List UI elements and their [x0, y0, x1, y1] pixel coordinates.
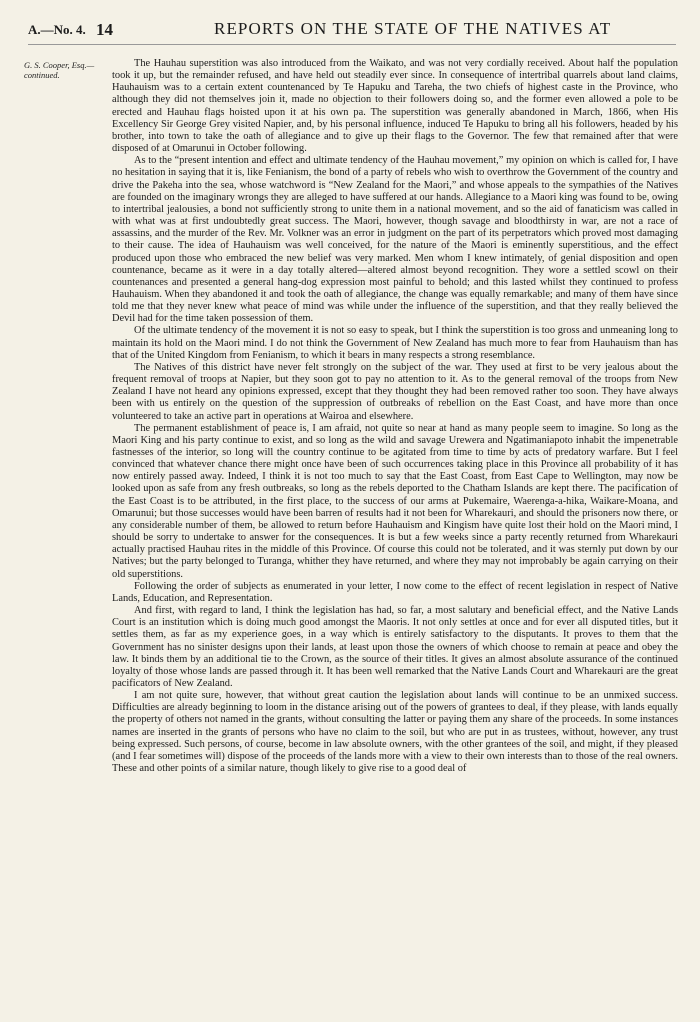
- document-reference: A.—No. 4.: [28, 22, 86, 37]
- paragraph: And first, with regard to land, I think the legislation has had, so far, a most salutary and beneficial effect, and the Native Lands Court is an institution which is doing much good amongst the Maoris. It not only settles at once and for ever all disputed titles, but it settles them, as far as my experience goes, in a way which is entirely satisfactory to the disputants. It proves to them that the Government has no sinister designs upon their lands, at least upon those the owners of which choose to remain at peace and obey the law. It binds them by an additional tie to the Crown, as the source of their titles. It gives an almost absolute assurance of the continued loyalty of those whose lands are passed through it. It has been well remarked that the Native Lands Court and Wharekauri are the great pacificators of New Zealand.: [112, 605, 678, 689]
- page-header: [28, 19, 676, 45]
- paragraph: The permanent establishment of peace is, I am afraid, not quite so near at hand as many people seem to imagine. So long as the Maori King and his party continue to exist, and so long as the wild and savage Urewera and Ngatimaniapoto inhabit the impenetrable fastnesses of the interior, so long will the country continue to be agitated from time to time by acts of predatory warfare. But I feel convinced that whatever chance there might once have been of such occurrences taking place in this Province all probability of it has now entirely passed away. Indeed, I think it is not too much to say that the East Coast, from East Cape to Wellington, may now be looked upon as safe from any fresh outbreaks, so long as the rebels deported to the Chatham Islands are kept there. The pacification of the East Coast is to be attributed, in the first place, to the success of our arms at Pukemaire, Waerenga-a-hika, Waikare-Moana, and Omarunui; but those successes would have been barren of results had it not been for Wharekauri, and should the prisoners now there, or any considerable number of them, be allowed to return before Hauhauism and Kingism have quite lost their hold on the Maori mind, I should be sorry to undertake to answer for the consequences. It is but a few weeks since a party recently returned from Wharekauri actually practised Hauhau rites in the middle of this Province. Of course this could not be tolerated, and it was sternly put down by our Natives; but the party belonged to Turanga, whither they have returned, and where they may not improbably be again carrying on their old superstitions.: [112, 422, 678, 580]
- paragraph: Following the order of subjects as enumerated in your letter, I now come to the effect of recent legislation in respect of Native Lands, Education, and Representation.: [112, 580, 678, 604]
- paragraph: The Hauhau superstition was also introduced from the Waikato, and was not very cordially received. About half the population took it up, but the remainder refused, and have held out steadily ever since. In consequence of intertribal quarrels about land claims, Hauhauism was to a certain extent countenanced by Te Hapuku and Tareha, the two chiefs of highest caste in the Province, who although they did not themselves join it, made no objection to their followers doing so, and the former even allowed a pole to be erected and Hauhau flags hoisted upon it at his own pa. The superstition was generally abandoned in March, 1866, when His Excellency Sir George Grey visited Napier, and, by his personal influence, induced Te Hapuku to bring all his followers, headed by his brother, into town to take the oath of allegiance and to give up their flags to the Governor. The few that remained after that were disposed of at Omarunui in October following.: [112, 58, 678, 155]
- running-title: REPORTS ON THE STATE OF THE NATIVES AT: [214, 19, 612, 38]
- paragraph: I am not quite sure, however, that without great caution the legislation about lands will continue to be an unmixed success. Difficulties are already beginning to loom in the distance arising out of the powers of grantees to deal, if they please, with lands equally the property of others not named in the grants, without consulting the latter or paying them any share of the proceeds. In some instances names are inserted in the grants of persons who have no claim to the soil, but who are put in as trustees, without, however, any trust being expressed. Such persons, of course, become in law absolute owners, with the other grantees of the soil, and might, if they pleased (and I fear sometimes will) dispose of the proceeds of the lands more with a view to their own interests than to those of the real owners. These and other points of a similar nature, though likely to give rise to a good deal of: [112, 690, 678, 775]
- page-number: 14: [96, 20, 113, 39]
- paragraph: As to the “present intention and effect and ultimate tendency of the Hauhau movement,” my opinion on which is called for, I have no hesitation in saying that it is, like Fenianism, the bond of a party of rebels who wish to overthrow the Government of the country and drive the Pakeha into the sea, whose watchword is “New Zealand for the Maori,” and whose appeals to the sympathies of the Natives are founded on the imaginary wrongs they are alleged to have suffered at our hands. Allegiance to a Maori king was found to be, owing to intertribal jealousies, a bond not sufficiently strong to unite them in a national movement, and so the aid of fanaticism was called in with what was at first undoubtedly great success. The Maori, however, though savage and bloodthirsty in war, are not a race of assassins, and the murder of the Rev. Mr. Volkner was an error in judgment on the part of its perpetrators which proved most damaging to their cause. The idea of Hauhauism was well conceived, for the nature of the Maori is eminently superstitious, and the effect produced upon those who embraced the new belief was very marked. Men whom I knew intimately, of genial disposition and open countenance, became as it were in a day totally altered—altered almost beyond recognition. They wore a settled scowl on their countenances and presented a general hang-dog expression most painful to behold; and this lasted whilst they continued to profess Hauhauism. When they abandoned it and took the oath of allegiance, the change was equally remarkable; and many of them have since told me that they never knew what peace of mind was while under the influence of the superstition, and that they really believed the Devil had for the time taken possession of them.: [112, 155, 678, 325]
- body-text: [112, 58, 678, 1010]
- paragraph: The Natives of this district have never felt strongly on the subject of the war. They used at first to be very jealous about the frequent removal of troops at Napier, but they soon got to pay no attention to it. As to the general removal of the troops from New Zealand I have not heard any opinions expressed, except that they thought they had been removed rather too soon. They have always been with us entirely on the question of the suppression of outbreaks of rebellion on the East Coast, and have more than once volunteered to take an active part in operations at Wairoa and elsewhere.: [112, 361, 678, 422]
- paragraph: Of the ultimate tendency of the movement it is not so easy to speak, but I think the superstition is too gross and unmeaning long to maintain its hold on the Maori mind. I do not think the Government of New Zealand has much more to fear from Hauhauism than has that of the United Kingdom from Fenianism, to which it bears in many respects a strong resemblance.: [112, 325, 678, 361]
- margin-note: G. S. Cooper, Esq.— continued.: [24, 60, 95, 80]
